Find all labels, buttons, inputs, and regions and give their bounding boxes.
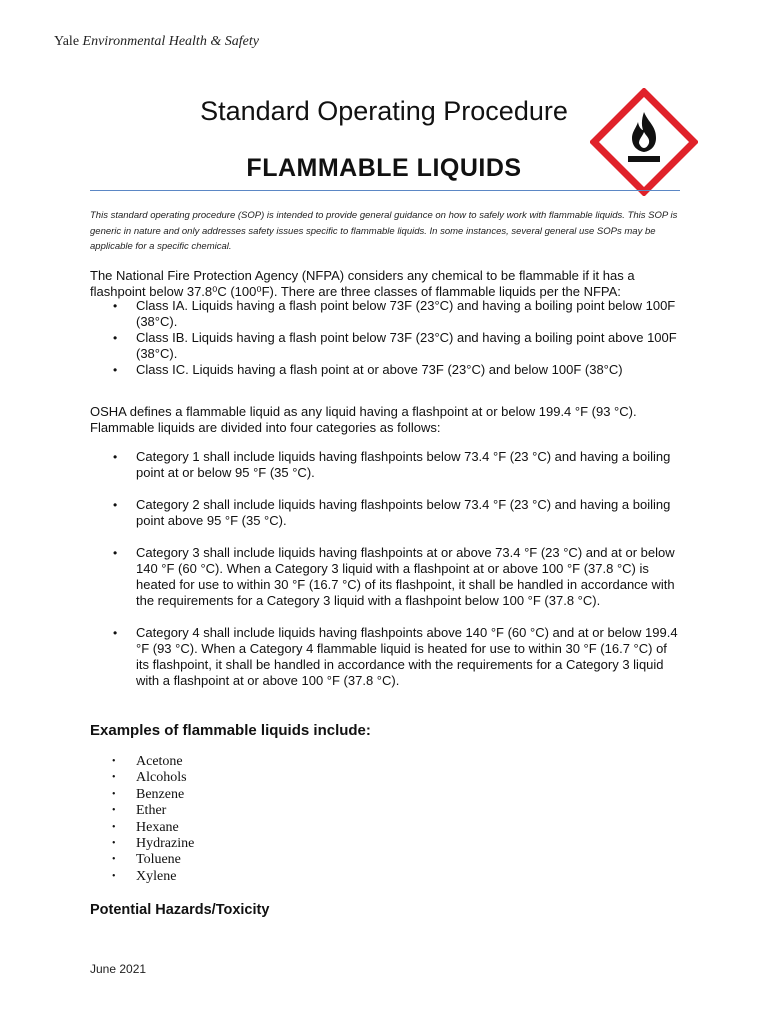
list-item: • Class IB. Liquids having a flash point below 73F (23°C) and having a boiling point above 100F (38°C). [90,330,680,362]
hazards-heading: Potential Hazards/Toxicity [90,902,270,918]
list-item: • Benzene [112,787,194,803]
list-item: • Acetone [112,754,194,770]
list-item: • Hydrazine [112,836,194,852]
osha-category-list [90,449,680,705]
nfpa-class-list [90,298,680,378]
list-item: • Toluene [112,852,194,868]
list-item: • Class IA. Liquids having a flash point below 73F (23°C) and having a boiling point below 100F (38°C). [90,298,680,330]
list-item: • Category 4 shall include liquids having flashpoints above 140 °F (60 °C) and at or below 199.4 °F (93 °C). When a Category 4 flammable liquid is heated for use to within 30 °F (16.7 °C) of its flashpoint, it shall be handled in accordance with the requirements for a Category 3 liquid with a flashpoint at or above 100 °F (37.8 °C). [90,625,680,689]
list-item: • Class IC. Liquids having a flash point at or above 73F (23°C) and below 100F (38°C) [90,362,680,378]
list-item: • Category 1 shall include liquids having flashpoints below 73.4 °F (23 °C) and having a boiling point at or below 95 °F (35 °C). [90,449,680,481]
examples-heading: Examples of flammable liquids include: [90,722,371,739]
flame-pictogram-icon [590,88,698,196]
list-item: • Hexane [112,820,194,836]
examples-list [112,754,194,885]
footer-date: June 2021 [90,962,147,976]
page-title: Standard Operating Procedure [200,96,568,126]
list-item: • Alcohols [112,770,194,786]
list-item: • Category 3 shall include liquids having flashpoints at or above 73.4 °F (23 °C) and at or below 140 °F (60 °C). When a Category 3 liquid with a flashpoint at or above 100 °F (37.8 °C) is heated for use to within 30 °F (16.7 °C) of its flashpoint, it shall be handled in accordance with the requirements for a Category 3 liquid with a flashpoint below 100 °F (37.8 °C). [90,545,680,609]
title-divider [90,190,680,191]
header-dept: Environmental Health & Safety [82,34,259,49]
list-item: • Category 2 shall include liquids having flashpoints below 73.4 °F (23 °C) and having a boiling point above 95 °F (35 °C). [90,497,680,529]
osha-paragraph: OSHA defines a flammable liquid as any liquid having a flashpoint at or below 199.4 °F (93 °C). Flammable liquids are divided into four categories as follows: [90,404,637,435]
list-item: • Ether [112,803,194,819]
page-subtitle: FLAMMABLE LIQUIDS [246,154,522,182]
header-org: Yale [54,34,80,49]
nfpa-paragraph: The National Fire Protection Agency (NFPA) considers any chemical to be flammable if it has a flashpoint below 37.8⁰C (100⁰F). There are three classes of flammable liquids per the NFPA: [90,268,635,299]
intro-text: This standard operating procedure (SOP) is intended to provide general guidance on how to safely work with flammable liquids. This SOP is generic in nature and only addresses safety issues specific to flammable liquids. In some instances, several general use SOPs may be applicable for a specific chemical. [90,210,678,252]
header-logo [54,34,259,50]
list-item: • Xylene [112,869,194,885]
